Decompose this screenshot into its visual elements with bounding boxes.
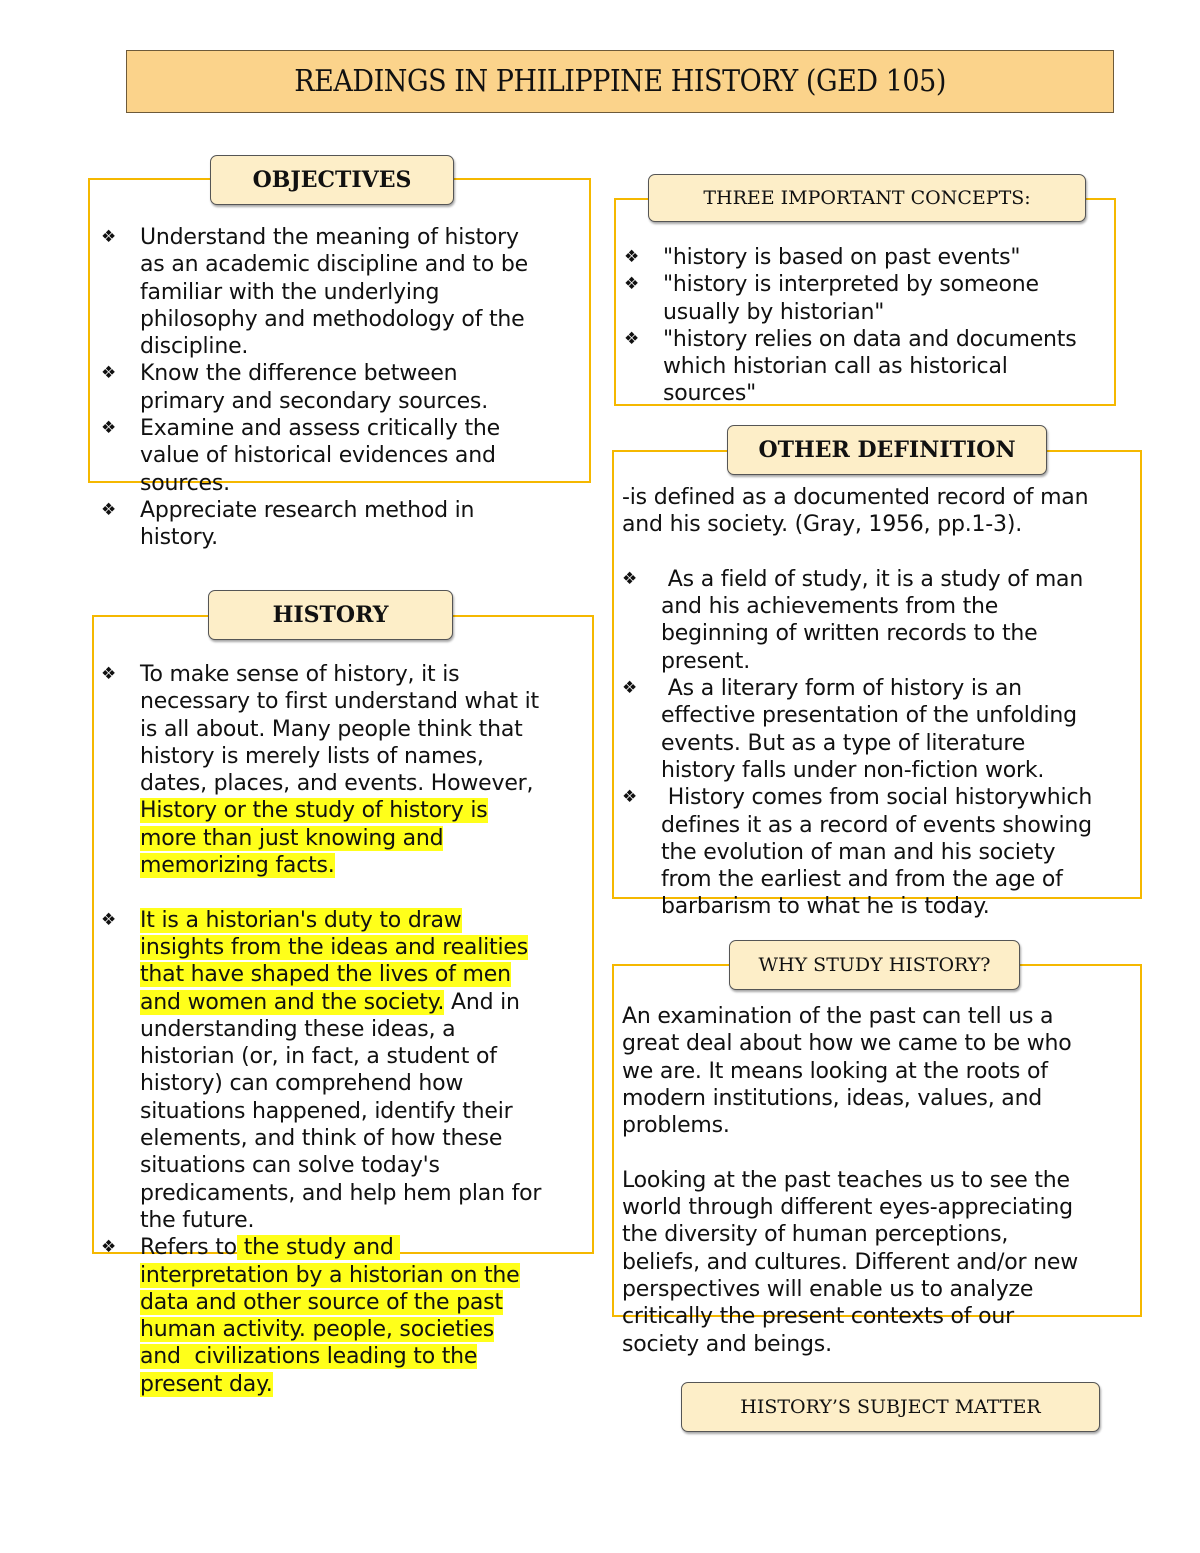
history-list (101, 661, 541, 1398)
highlighted-text: interpretation by a historian on the (140, 1262, 520, 1288)
definition-intro: -is defined as a documented record of man (622, 485, 1089, 510)
objective-item: ❖ Know the difference between primary and secondary sources. (101, 360, 528, 415)
concepts-heading: THREE IMPORTANT CONCEPTS: (648, 174, 1086, 222)
definition-intro: and his society. (Gray, 1956, pp.1-3). (622, 512, 1023, 538)
highlighted-text: human activity. people, societies (140, 1317, 495, 1343)
highlighted-text: more than just knowing and (140, 825, 444, 851)
history-item: ❖ To make sense of history, it is necessary to first understand what it is all about. Many people think that history is merely lists of names, dates, places, and events. However, History or the study of history is more than just knowing and memorizing facts. (101, 661, 541, 879)
highlighted-text: and civilizations leading to the (140, 1344, 478, 1370)
subject-matter-heading: HISTORY’S SUBJECT MATTER (681, 1382, 1100, 1432)
highlighted-text: memorizing facts. (140, 853, 335, 879)
objective-item: ❖ Examine and assess critically the value of historical evidences and sources. (101, 415, 528, 497)
objective-item: ❖ Understand the meaning of history as an academic discipline and to be familiar with the underlying philosophy and methodology of the discipline. (101, 224, 528, 360)
why-study-body: An examination of the past can tell us a great deal about how we came to be who we are. It means looking at the roots of modern institutions, ideas, values, and problems. Looking at the past teaches us to see the world through different eyes-appreciating the diversity of human perceptions, beliefs, and cultures. Different and/or new perspectives will enable us to analyze critically the present contexts of our society and beings. (622, 1004, 1079, 1357)
highlighted-text: It is a historian's duty to draw (140, 907, 462, 933)
highlighted-text: History or the study of history is (140, 798, 488, 824)
definition-item: ❖ History comes from social historywhich defines it as a record of events showing the evolution of man and his society from the earliest and from the age of barbarism to what he is today. (622, 784, 1092, 920)
document-title-banner (126, 50, 1114, 113)
document-title: READINGS IN PHILIPPINE HISTORY (GED 105) (294, 64, 946, 99)
highlighted-text: data and other source of the past (140, 1289, 503, 1315)
other-definition-heading: OTHER DEFINITION (727, 425, 1047, 475)
definition-item: ❖ As a literary form of history is an effective presentation of the unfolding events. But as a type of literature history falls under non-fiction work. (622, 675, 1092, 784)
objectives-heading: OBJECTIVES (210, 155, 454, 205)
concept-item: ❖ "history is based on past events" (624, 244, 1076, 271)
highlighted-text: present day. (140, 1371, 273, 1397)
concept-item: ❖ "history is interpreted by someone usually by historian" (624, 271, 1076, 326)
why-study-heading: WHY STUDY HISTORY? (729, 940, 1020, 990)
highlighted-text: the study and (236, 1235, 401, 1261)
highlighted-text: insights from the ideas and realities (140, 934, 528, 960)
highlighted-text: that have shaped the lives of men (140, 962, 511, 988)
concepts-list (624, 244, 1076, 408)
history-item: ❖ It is a historian's duty to draw insights from the ideas and realities that have shaped the lives of men and women and the society. And in understanding these ideas, a historian (or, in fact, a student of history) can comprehend how situations happened, identify their elements, and think of how these situations can solve today's predicaments, and help hem plan for the future. (101, 907, 541, 1235)
other-definition-body (622, 484, 1092, 921)
objectives-list (101, 224, 528, 552)
concept-item: ❖ "history relies on data and documents which historian call as historical sources" (624, 326, 1076, 408)
definition-item: ❖ As a field of study, it is a study of man and his achievements from the beginning of written records to the present. (622, 566, 1092, 675)
objective-item: ❖ Appreciate research method in history. (101, 497, 528, 552)
highlighted-text: and women and the society. (140, 989, 445, 1015)
history-item: ❖ Refers to the study and interpretation by a historian on the data and other source of the past human activity. people, societies and civilizations leading to the present day. (101, 1234, 541, 1398)
history-heading: HISTORY (208, 590, 453, 640)
